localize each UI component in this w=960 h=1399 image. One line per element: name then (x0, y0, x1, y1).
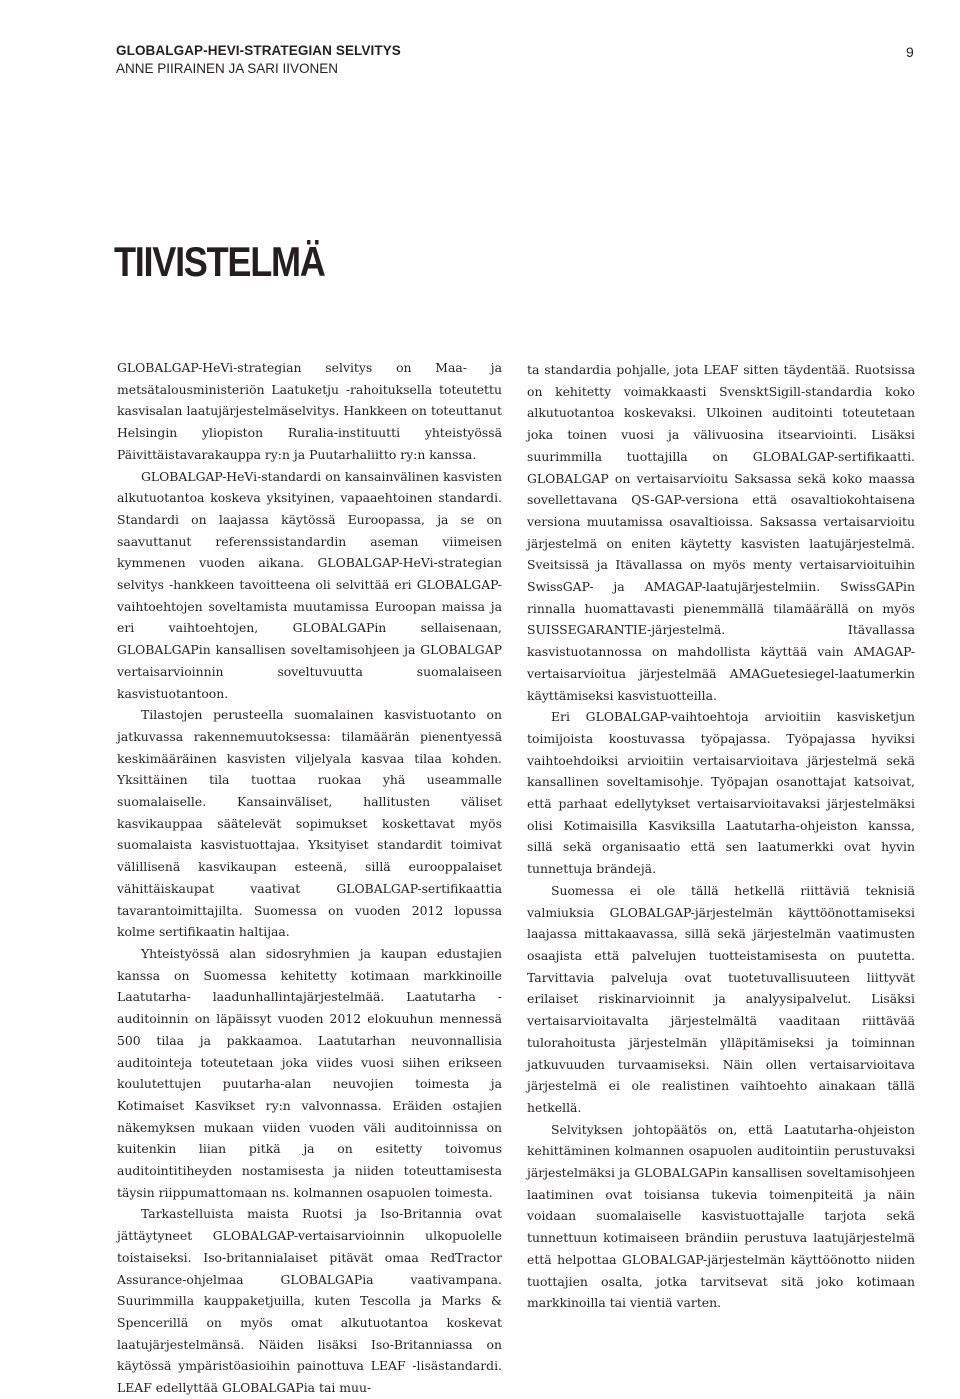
series-title: GLOBALGAP-HEVI-STRATEGIAN SELVITYS (116, 43, 401, 58)
left-column (117, 357, 502, 1399)
paragraph: Tarkastelluista maista Ruotsi ja Iso-Britannia ovat jättäytyneet GLOBALGAP-vertaisarvioinnin ulkopuolelle toistaiseksi. Iso-britannialaiset pitävät omaa RedTractor Assurance-ohjelmaa GLOBALGAPia vaativampana. Suurimmilla kauppaketjuilla, kuten Tescolla ja Marks & Spencerillä on myös omat alkutuotantoa koskevat laatujärjestelmänsä. Näiden lisäksi Iso-Britanniassa on käytössä ympäristöasioihin painottuva LEAF -lisästandardi. LEAF edellyttää GLOBALGAPia tai muu- (117, 1206, 502, 1396)
paragraph: Yhteistyössä alan sidosryhmien ja kaupan edustajien kanssa on Suomessa kehitetty kotimaan markkinoille Laatutarha- laadunhallintajärjestelmää. Laatutarha -auditoinnin on läpäissyt vuoden 2012 elokuuhun mennessä 500 tilaa ja pakkaamoa. Laatutarhan neuvonnallisia auditointeja toteutetaan joka viides vuosi siihen erikseen koulutettujen puutarha-alan neuvojien toimesta ja Kotimaiset Kasvikset ry:n valvonnassa. Eräiden ostajien näkemyksen mukaan viiden vuoden väli auditoinnissa on kuitenkin liian pitkä ja on esitetty toivomus auditointitiheyden nostamisesta ja niiden toteuttamisesta täysin riippumattomaan ns. kolmannen osapuolen toimesta. (117, 945, 502, 1200)
paragraph: GLOBALGAP-HeVi-standardi on kansainvälinen kasvisten alkutuotantoa koskeva yksityinen, vapaaehtoinen standardi. Standardi on laajassa käytössä Euroopassa, ja se on saavuttanut referenssistandardin aseman viimeisen kymmenen vuoden aikana. GLOBALGAP-HeVi-strategian selvitys -hankkeen tavoitteena oli selvittää eri GLOBALGAP-vaihtoehtojen soveltamista muutamissa Euroopan maissa ja eri vaihtoehtojen, GLOBALGAPin sellaisenaan, GLOBALGAPin kansallisen soveltamisohjeen ja GLOBALGAP vertaisarvioinnin soveltuvuutta suomalaiseen kasvistuotantoon. (117, 468, 502, 701)
right-column (527, 359, 915, 1314)
paragraph: Suomessa ei ole tällä hetkellä riittäviä teknisiä valmiuksia GLOBALGAP-järjestelmän käyttöönottamiseksi laajassa mittakaavassa, sillä sekä järjestelmän vaatimusten osaajista että palvelujen tuotteistamisesta on puutetta. Tarvittavia palveluja ovat tuotetuvallisuuteen liittyvät erilaiset riskinarvioinnit ja analyysipalvelut. Lisäksi vertaisarvioitavalta järjestelmältä vaaditaan riittävää tulorahoitusta järjestelmän ylläpitämiseksi ja toiminnan jatkuvuuden turvaamiseksi. Näin ollen vertaisarvioitava järjestelmä ei ole realistinen vaihtoehto ainakaan tällä hetkellä. (527, 882, 915, 1115)
paragraph: ta standardia pohjalle, jota LEAF sitten täydentää. Ruotsissa on kehitetty voimakkaasti SvensktSigill-standardia koko alkutuotantoa koskevaksi. Ulkoinen auditointi toteutetaan joka toinen vuosi ja välivuosina itsearviointi. Lisäksi suurimmilla tuottajilla on GLOBALGAP-sertifikaatti. GLOBALGAP on vertaisarvioitu Saksassa sekä koko maassa sovellettavana QS-GAP-versiona että osavaltiokohtaisena versiona muutamissa osavaltioissa. Saksassa vertaisarvioitu järjestelmä on eniten käytetty kasvisten laatujärjestelmä. Sveitsissä ja Itävallassa on myös menty vertaisarvioituihin SwissGAP- ja AMAGAP-laatujärjestelmiin. SwissGAPin rinnalla huomattavasti pienemmällä tilamäärällä on myös SUISSEGARANTIE-järjestelmä. Itävallassa kasvistuotannossa on mahdollista käyttää vain AMAGAP-vertaisarvioitua järjestelmää AMAGuetesiegel-laatumerkin käyttämiseksi kasvistuotteilla. (527, 362, 915, 703)
authors: ANNE PIIRAINEN JA SARI IIVONEN (116, 61, 339, 76)
paragraph: GLOBALGAP-HeVi-strategian selvitys on Maa- ja metsätalousministeriön Laatuketju -rahoituksella toteutettu kasvisalan laatujärjestelmäselvitys. Hankkeen on toteuttanut Helsingin yliopiston Ruralia-instituutti yhteistyössä Päivittäistavarakauppa ry:n ja Puutarhaliitto ry:n kanssa. (117, 360, 502, 462)
paragraph: Eri GLOBALGAP-vaihtoehtoja arvioitiin kasvisketjun toimijoista koostuvassa työpajassa. Työpajassa hyviksi vaihtoehdoiksi arvioitiin vertaisarvioitava järjestelmä sekä kansallinen soveltamisohje. Työpajan osanottajat katsoivat, että parhaat edellytykset vertaisarvioitavaksi järjestelmäksi olisi Kotimaisilla Kasviksilla Laatutarha-ohjeiston kanssa, sillä sekä organisaatio että sen laatumerkki ovat hyvin tunnettuja brändejä. (527, 709, 915, 877)
paragraph: Tilastojen perusteella suomalainen kasvistuotanto on jatkuvassa rakennemuutoksessa: tilamäärän pienentyessä keskimääräinen kasvisten viljelyala kasvaa tilaa kohden. Yksittäinen tila tuottaa ruokaa yhä useammalle suomalaiselle. Kansainväliset, hallitusten väliset kasvikauppaa säätelevät sopimukset koskettavat myös suomalaista kasvistuottajaa. Yksityiset standardit toimivat välillisenä kasvikaupan esteenä, sillä eurooppalaiset vähittäiskaupat vaativat GLOBALGAP-sertifikaattia tavarantoimittajilta. Suomessa on vuoden 2012 lopussa kolme sertifikaatin haltijaa. (117, 707, 502, 940)
paragraph: Selvityksen johtopäätös on, että Laatutarha-ohjeiston kehittäminen kolmannen osapuolen auditointiin perustuvaksi järjestelmäksi ja GLOBALGAPin kansallisen soveltamisohjeen laatiminen ovat toisiansa tukevia toimenpiteitä ja näin voidaan suomalaiselle kasvistuottajalle tarjota sekä tunnettuun kotimaiseen brändiin perustuva laatujärjestelmä että helpottaa GLOBALGAP-järjestelmän käyttöönotto niiden tuottajien osalta, jotka tarvitsevat sitä joko kotimaan markkinoilla tai vientiä varten. (527, 1121, 915, 1311)
running-head (116, 42, 401, 78)
page-title: TIIVISTELMÄ (114, 238, 325, 285)
page-number: 9 (906, 44, 914, 60)
